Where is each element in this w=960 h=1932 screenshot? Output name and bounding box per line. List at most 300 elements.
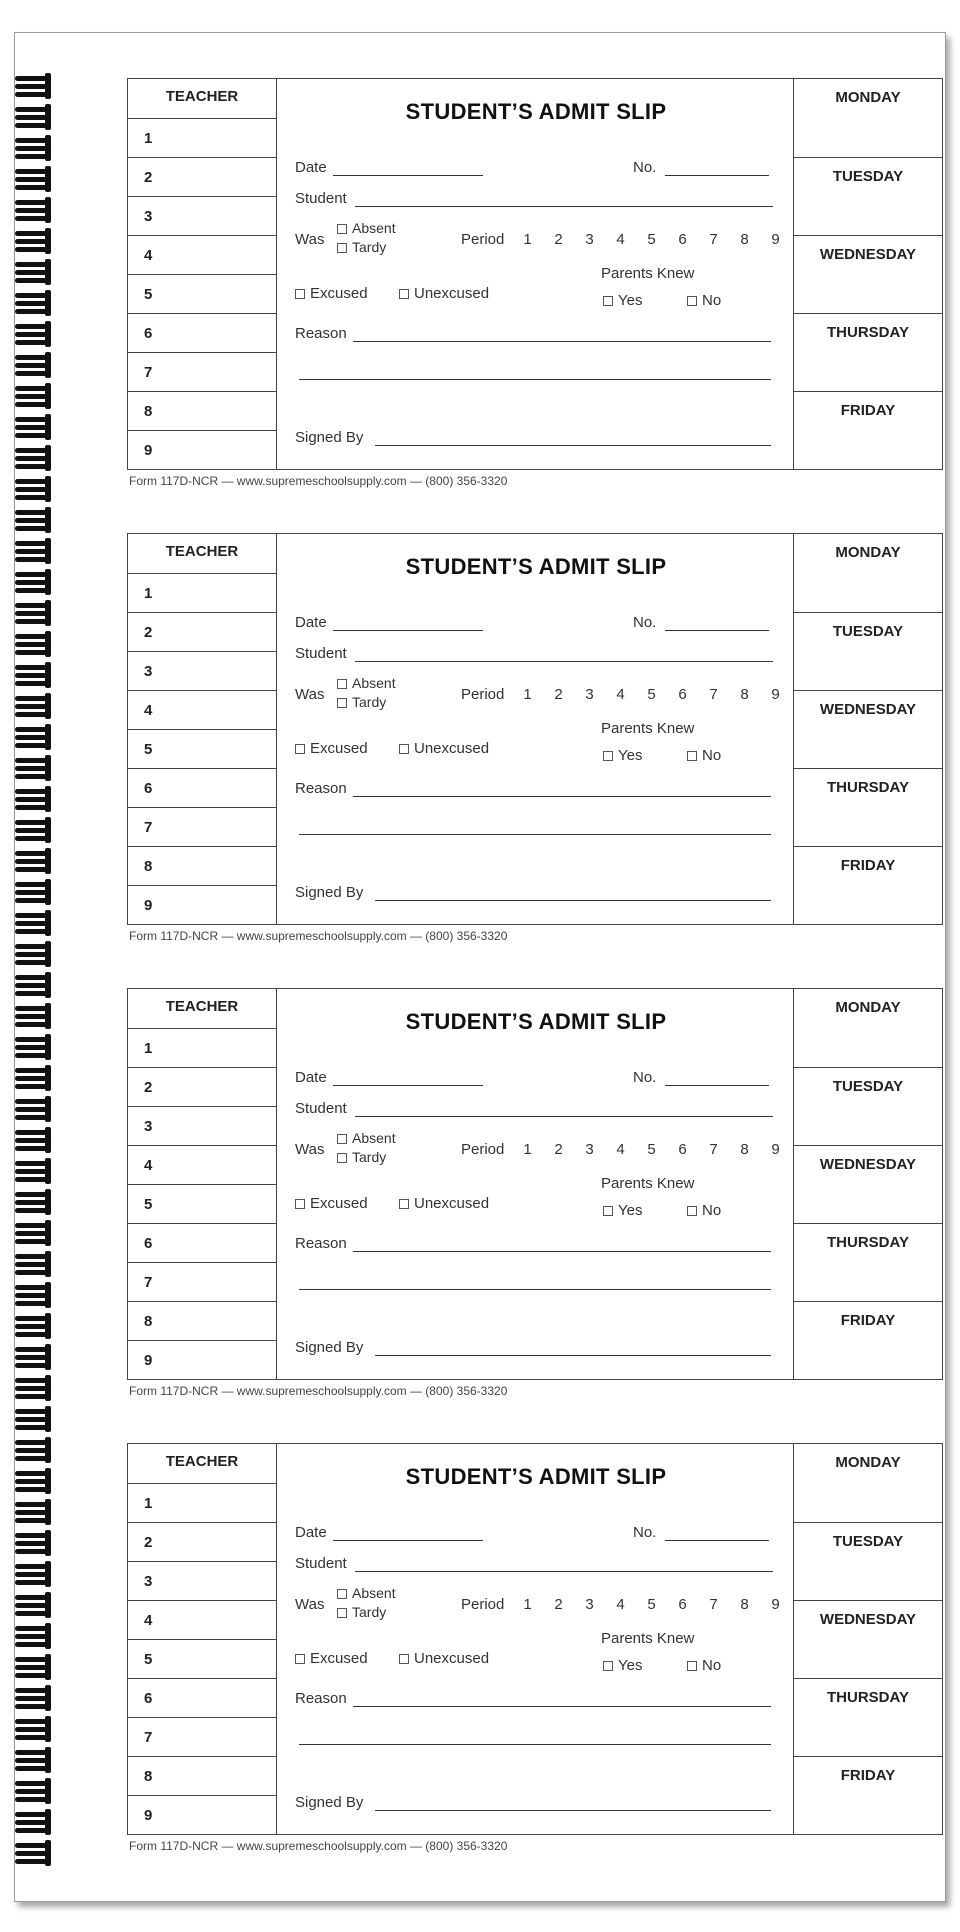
unexcused-label: Unexcused <box>414 1650 490 1667</box>
tardy-option[interactable] <box>337 1604 386 1620</box>
yes-checkbox[interactable] <box>603 296 613 306</box>
slip-title: STUDENT’S ADMIT SLIP <box>405 1464 667 1489</box>
teacher-row[interactable]: 9 <box>128 430 276 469</box>
signature-field[interactable] <box>375 900 771 901</box>
student-label: Student <box>295 1555 347 1572</box>
form-footer: Form 117D-NCR — www.supremeschoolsupply.com — (800) 356-3320 <box>129 929 508 943</box>
period-option[interactable]: 8 <box>740 1596 749 1613</box>
form-page <box>14 32 946 1902</box>
teacher-header: TEACHER <box>165 1453 239 1470</box>
teacher-row[interactable]: 9 <box>128 1340 276 1379</box>
unexcused-label: Unexcused <box>414 740 490 757</box>
date-label: Date <box>295 614 327 631</box>
period-option[interactable]: 7 <box>709 231 718 248</box>
absent-option[interactable] <box>337 1130 396 1146</box>
spiral-coil <box>15 1592 59 1618</box>
period-option[interactable]: 6 <box>678 686 687 703</box>
teacher-row[interactable]: 6 <box>128 1223 276 1262</box>
spiral-coil <box>15 1747 59 1773</box>
teacher-row[interactable]: 1 <box>128 1028 276 1067</box>
parents-knew-label: Parents Knew <box>601 1175 695 1192</box>
excused-checkbox[interactable] <box>295 1199 305 1209</box>
form-footer: Form 117D-NCR — www.supremeschoolsupply.com — (800) 356-3320 <box>129 474 508 488</box>
period-option[interactable]: 5 <box>647 1141 656 1158</box>
form-footer: Form 117D-NCR — www.supremeschoolsupply.com — (800) 356-3320 <box>129 1384 508 1398</box>
signature-field[interactable] <box>375 445 771 446</box>
period-option[interactable]: 7 <box>709 686 718 703</box>
signed-by-label: Signed By <box>295 1339 364 1356</box>
slip-border <box>127 988 943 1380</box>
student-field[interactable] <box>355 206 773 207</box>
spiral-coil <box>15 1375 59 1401</box>
day-cell[interactable]: MONDAY <box>835 89 901 106</box>
spiral-binding <box>15 73 59 1873</box>
teacher-row[interactable]: 3 <box>128 196 276 235</box>
teacher-row[interactable]: 9 <box>128 885 276 924</box>
tardy-label: Tardy <box>352 239 387 255</box>
was-label: Was <box>295 1596 325 1613</box>
spiral-coil <box>15 972 59 998</box>
teacher-row[interactable]: 8 <box>128 1301 276 1340</box>
spiral-coil <box>15 1840 59 1866</box>
student-label: Student <box>295 645 347 662</box>
tardy-checkbox[interactable] <box>337 243 347 253</box>
parents-knew-label: Parents Knew <box>601 720 695 737</box>
yes-option[interactable] <box>603 1202 642 1219</box>
absent-label: Absent <box>352 675 396 691</box>
no-checkbox[interactable] <box>687 1206 697 1216</box>
spiral-coil <box>15 445 59 471</box>
no-option-label: No <box>702 747 722 764</box>
spiral-coil <box>15 569 59 595</box>
slip-body <box>277 989 795 1379</box>
absent-option[interactable] <box>337 675 396 691</box>
day-cell[interactable]: MONDAY <box>835 544 901 561</box>
date-field[interactable] <box>333 630 483 631</box>
teacher-row[interactable]: 4 <box>128 690 276 729</box>
signature-field[interactable] <box>375 1810 771 1811</box>
day-cell[interactable]: TUESDAY <box>794 157 942 235</box>
excused-checkbox[interactable] <box>295 744 305 754</box>
day-cell[interactable]: MONDAY <box>835 1454 901 1471</box>
excused-label: Excused <box>310 1195 368 1212</box>
spiral-coil <box>15 321 59 347</box>
day-cell[interactable]: THURSDAY <box>794 1223 942 1301</box>
number-field[interactable] <box>665 1085 769 1086</box>
student-label: Student <box>295 1100 347 1117</box>
period-option[interactable]: 1 <box>523 231 532 248</box>
period-numbers <box>512 1596 791 1613</box>
teacher-row[interactable]: 3 <box>128 651 276 690</box>
parents-knew-label: Parents Knew <box>601 1630 695 1647</box>
spiral-coil <box>15 1437 59 1463</box>
unexcused-option[interactable] <box>399 1650 489 1667</box>
day-cell[interactable]: FRIDAY <box>794 846 942 924</box>
period-option[interactable]: 2 <box>554 231 563 248</box>
absent-label: Absent <box>352 220 396 236</box>
unexcused-option[interactable] <box>399 285 489 302</box>
signature-field[interactable] <box>375 1355 771 1356</box>
spiral-coil <box>15 817 59 843</box>
absent-checkbox[interactable] <box>337 1134 347 1144</box>
excused-checkbox[interactable] <box>295 1654 305 1664</box>
yes-label: Yes <box>618 1202 643 1219</box>
period-option[interactable]: 6 <box>678 231 687 248</box>
admit-slip <box>127 78 943 488</box>
spiral-coil <box>15 1499 59 1525</box>
spiral-coil <box>15 1282 59 1308</box>
student-field[interactable] <box>355 1116 773 1117</box>
reason-field[interactable] <box>353 796 771 797</box>
teacher-column <box>128 534 277 924</box>
spiral-coil <box>15 259 59 285</box>
period-label: Period <box>461 1141 505 1158</box>
spiral-coil <box>15 1189 59 1215</box>
spiral-coil <box>15 631 59 657</box>
day-column <box>793 79 942 469</box>
spiral-coil <box>15 1406 59 1432</box>
slip-border <box>127 533 943 925</box>
spiral-coil <box>15 507 59 533</box>
no-checkbox[interactable] <box>687 751 697 761</box>
spiral-coil <box>15 693 59 719</box>
yes-option[interactable] <box>603 292 642 309</box>
spiral-coil <box>15 786 59 812</box>
absent-option[interactable] <box>337 220 396 236</box>
period-option[interactable]: 8 <box>740 1141 749 1158</box>
teacher-row[interactable]: 4 <box>128 1145 276 1184</box>
yes-checkbox[interactable] <box>603 1661 613 1671</box>
absent-option[interactable] <box>337 1585 396 1601</box>
date-label: Date <box>295 159 327 176</box>
date-field[interactable] <box>333 175 483 176</box>
period-numbers <box>512 686 791 703</box>
teacher-row[interactable]: 7 <box>128 1262 276 1301</box>
teacher-row[interactable]: 7 <box>128 352 276 391</box>
no-checkbox[interactable] <box>687 1661 697 1671</box>
slip-title: STUDENT’S ADMIT SLIP <box>405 1009 667 1034</box>
yes-label: Yes <box>618 747 643 764</box>
tardy-label: Tardy <box>352 1604 387 1620</box>
was-label: Was <box>295 1141 325 1158</box>
no-option[interactable] <box>687 292 721 309</box>
slip-body <box>277 1444 795 1834</box>
form-footer: Form 117D-NCR — www.supremeschoolsupply.com — (800) 356-3320 <box>129 1839 508 1853</box>
period-option[interactable]: 2 <box>554 1596 563 1613</box>
was-label: Was <box>295 231 325 248</box>
signed-by-label: Signed By <box>295 429 364 446</box>
teacher-column <box>128 1444 277 1834</box>
teacher-row[interactable]: 7 <box>128 807 276 846</box>
period-option[interactable]: 9 <box>771 231 780 248</box>
day-cell[interactable]: TUESDAY <box>794 612 942 690</box>
unexcused-checkbox[interactable] <box>399 1199 409 1209</box>
teacher-row[interactable]: 1 <box>128 118 276 157</box>
was-label: Was <box>295 686 325 703</box>
spiral-coil <box>15 228 59 254</box>
day-cell[interactable]: WEDNESDAY <box>794 235 942 313</box>
period-option[interactable]: 4 <box>616 231 625 248</box>
period-option[interactable]: 9 <box>771 1596 780 1613</box>
day-cell[interactable]: WEDNESDAY <box>794 1600 942 1678</box>
tardy-option[interactable] <box>337 239 386 255</box>
spiral-coil <box>15 414 59 440</box>
no-option-label: No <box>702 1202 722 1219</box>
teacher-row[interactable]: 6 <box>128 768 276 807</box>
teacher-row[interactable]: 5 <box>128 274 276 313</box>
day-cell[interactable]: FRIDAY <box>794 391 942 469</box>
spiral-coil <box>15 1778 59 1804</box>
day-column <box>793 989 942 1379</box>
teacher-row[interactable]: 5 <box>128 1184 276 1223</box>
reason-field-line-2[interactable] <box>299 379 771 380</box>
spiral-coil <box>15 1158 59 1184</box>
absent-checkbox[interactable] <box>337 1589 347 1599</box>
teacher-row[interactable]: 5 <box>128 1639 276 1678</box>
number-field[interactable] <box>665 1540 769 1541</box>
spiral-coil <box>15 600 59 626</box>
period-option[interactable]: 9 <box>771 686 780 703</box>
tardy-checkbox[interactable] <box>337 1153 347 1163</box>
teacher-row[interactable]: 2 <box>128 157 276 196</box>
reason-field-line-2[interactable] <box>299 834 771 835</box>
reason-field[interactable] <box>353 1706 771 1707</box>
period-option[interactable]: 6 <box>678 1141 687 1158</box>
spiral-coil <box>15 104 59 130</box>
absent-label: Absent <box>352 1585 396 1601</box>
day-cell[interactable]: THURSDAY <box>794 1678 942 1756</box>
teacher-row[interactable]: 2 <box>128 612 276 651</box>
day-cell[interactable]: FRIDAY <box>794 1301 942 1379</box>
teacher-header: TEACHER <box>165 998 239 1015</box>
day-cell[interactable]: TUESDAY <box>794 1522 942 1600</box>
tardy-checkbox[interactable] <box>337 1608 347 1618</box>
period-numbers <box>512 231 791 248</box>
spiral-coil <box>15 941 59 967</box>
period-option[interactable]: 5 <box>647 231 656 248</box>
teacher-row[interactable]: 5 <box>128 729 276 768</box>
period-label: Period <box>461 1596 505 1613</box>
reason-field-line-2[interactable] <box>299 1289 771 1290</box>
reason-field-line-2[interactable] <box>299 1744 771 1745</box>
signed-by-label: Signed By <box>295 884 364 901</box>
day-cell[interactable]: FRIDAY <box>794 1756 942 1834</box>
spiral-coil <box>15 1096 59 1122</box>
admit-slip <box>127 988 943 1398</box>
spiral-coil <box>15 724 59 750</box>
spiral-coil <box>15 383 59 409</box>
tardy-option[interactable] <box>337 694 386 710</box>
teacher-row[interactable]: 1 <box>128 1483 276 1522</box>
excused-option[interactable] <box>295 740 368 757</box>
spiral-coil <box>15 476 59 502</box>
day-cell[interactable]: THURSDAY <box>794 768 942 846</box>
spiral-coil <box>15 1344 59 1370</box>
spiral-coil <box>15 73 59 99</box>
period-option[interactable]: 1 <box>523 1141 532 1158</box>
period-option[interactable]: 2 <box>554 686 563 703</box>
period-option[interactable]: 4 <box>616 1141 625 1158</box>
spiral-coil <box>15 755 59 781</box>
day-cell[interactable]: MONDAY <box>835 999 901 1016</box>
parents-knew-label: Parents Knew <box>601 265 695 282</box>
period-numbers <box>512 1141 791 1158</box>
day-column <box>793 1444 942 1834</box>
student-field[interactable] <box>355 661 773 662</box>
teacher-row[interactable]: 9 <box>128 1795 276 1834</box>
teacher-row[interactable]: 8 <box>128 1756 276 1795</box>
teacher-row[interactable]: 3 <box>128 1106 276 1145</box>
spiral-coil <box>15 352 59 378</box>
spiral-coil <box>15 1654 59 1680</box>
reason-label: Reason <box>295 1235 347 1252</box>
reason-field[interactable] <box>353 1251 771 1252</box>
spiral-coil <box>15 879 59 905</box>
tardy-label: Tardy <box>352 694 387 710</box>
day-cell[interactable]: TUESDAY <box>794 1067 942 1145</box>
teacher-row[interactable]: 8 <box>128 846 276 885</box>
teacher-row[interactable]: 2 <box>128 1522 276 1561</box>
tardy-checkbox[interactable] <box>337 698 347 708</box>
spiral-coil <box>15 1251 59 1277</box>
period-option[interactable]: 7 <box>709 1596 718 1613</box>
period-option[interactable]: 3 <box>585 231 594 248</box>
spiral-coil <box>15 848 59 874</box>
day-column <box>793 534 942 924</box>
yes-option[interactable] <box>603 1657 642 1674</box>
teacher-row[interactable]: 6 <box>128 1678 276 1717</box>
absent-checkbox[interactable] <box>337 679 347 689</box>
no-checkbox[interactable] <box>687 296 697 306</box>
reason-field[interactable] <box>353 341 771 342</box>
reason-label: Reason <box>295 325 347 342</box>
teacher-row[interactable]: 2 <box>128 1067 276 1106</box>
spiral-coil <box>15 1313 59 1339</box>
period-option[interactable]: 1 <box>523 686 532 703</box>
unexcused-option[interactable] <box>399 740 489 757</box>
teacher-header: TEACHER <box>165 88 239 105</box>
day-cell[interactable]: WEDNESDAY <box>794 1145 942 1223</box>
spiral-coil <box>15 1065 59 1091</box>
reason-label: Reason <box>295 1690 347 1707</box>
spiral-coil <box>15 1809 59 1835</box>
period-option[interactable]: 7 <box>709 1141 718 1158</box>
tardy-label: Tardy <box>352 1149 387 1165</box>
spiral-coil <box>15 1623 59 1649</box>
teacher-column <box>128 79 277 469</box>
absent-checkbox[interactable] <box>337 224 347 234</box>
teacher-row[interactable]: 6 <box>128 313 276 352</box>
student-field[interactable] <box>355 1571 773 1572</box>
period-option[interactable]: 3 <box>585 1141 594 1158</box>
number-field[interactable] <box>665 175 769 176</box>
period-option[interactable]: 6 <box>678 1596 687 1613</box>
absent-label: Absent <box>352 1130 396 1146</box>
teacher-row[interactable]: 3 <box>128 1561 276 1600</box>
teacher-row[interactable]: 1 <box>128 573 276 612</box>
reason-label: Reason <box>295 780 347 797</box>
slip-title: STUDENT’S ADMIT SLIP <box>405 554 667 579</box>
tardy-option[interactable] <box>337 1149 386 1165</box>
period-option[interactable]: 5 <box>647 686 656 703</box>
no-option-label: No <box>702 1657 722 1674</box>
teacher-row[interactable]: 4 <box>128 1600 276 1639</box>
yes-checkbox[interactable] <box>603 1206 613 1216</box>
spiral-coil <box>15 166 59 192</box>
slip-title: STUDENT’S ADMIT SLIP <box>405 99 667 124</box>
day-cell[interactable]: THURSDAY <box>794 313 942 391</box>
spiral-coil <box>15 538 59 564</box>
excused-label: Excused <box>310 285 368 302</box>
yes-label: Yes <box>618 1657 643 1674</box>
spiral-coil <box>15 1685 59 1711</box>
excused-option[interactable] <box>295 1650 368 1667</box>
period-option[interactable]: 3 <box>585 1596 594 1613</box>
spiral-coil <box>15 1468 59 1494</box>
slip-body <box>277 79 795 469</box>
spiral-coil <box>15 1003 59 1029</box>
date-label: Date <box>295 1524 327 1541</box>
spiral-coil <box>15 197 59 223</box>
teacher-header: TEACHER <box>165 543 239 560</box>
unexcused-checkbox[interactable] <box>399 1654 409 1664</box>
period-option[interactable]: 9 <box>771 1141 780 1158</box>
period-option[interactable]: 8 <box>740 231 749 248</box>
spiral-coil <box>15 290 59 316</box>
number-field[interactable] <box>665 630 769 631</box>
unexcused-option[interactable] <box>399 1195 489 1212</box>
spiral-coil <box>15 910 59 936</box>
teacher-row[interactable]: 4 <box>128 235 276 274</box>
yes-checkbox[interactable] <box>603 751 613 761</box>
slip-body <box>277 534 795 924</box>
spiral-coil <box>15 1127 59 1153</box>
yes-label: Yes <box>618 292 643 309</box>
period-label: Period <box>461 686 505 703</box>
day-cell[interactable]: WEDNESDAY <box>794 690 942 768</box>
period-option[interactable]: 4 <box>616 1596 625 1613</box>
no-option[interactable] <box>687 1657 721 1674</box>
unexcused-checkbox[interactable] <box>399 744 409 754</box>
date-field[interactable] <box>333 1085 483 1086</box>
no-option[interactable] <box>687 1202 721 1219</box>
number-label: No. <box>633 1524 657 1541</box>
number-label: No. <box>633 1069 657 1086</box>
period-option[interactable]: 5 <box>647 1596 656 1613</box>
period-option[interactable]: 4 <box>616 686 625 703</box>
teacher-row[interactable]: 8 <box>128 391 276 430</box>
spiral-coil <box>15 1561 59 1587</box>
yes-option[interactable] <box>603 747 642 764</box>
admit-slip <box>127 1443 943 1853</box>
spiral-coil <box>15 135 59 161</box>
excused-checkbox[interactable] <box>295 289 305 299</box>
excused-label: Excused <box>310 740 368 757</box>
slip-border <box>127 78 943 470</box>
unexcused-checkbox[interactable] <box>399 289 409 299</box>
excused-option[interactable] <box>295 1195 368 1212</box>
spiral-coil <box>15 1220 59 1246</box>
period-option[interactable]: 1 <box>523 1596 532 1613</box>
excused-option[interactable] <box>295 285 368 302</box>
teacher-row[interactable]: 7 <box>128 1717 276 1756</box>
no-option[interactable] <box>687 747 721 764</box>
period-option[interactable]: 8 <box>740 686 749 703</box>
period-option[interactable]: 2 <box>554 1141 563 1158</box>
date-field[interactable] <box>333 1540 483 1541</box>
period-option[interactable]: 3 <box>585 686 594 703</box>
spiral-coil <box>15 1530 59 1556</box>
